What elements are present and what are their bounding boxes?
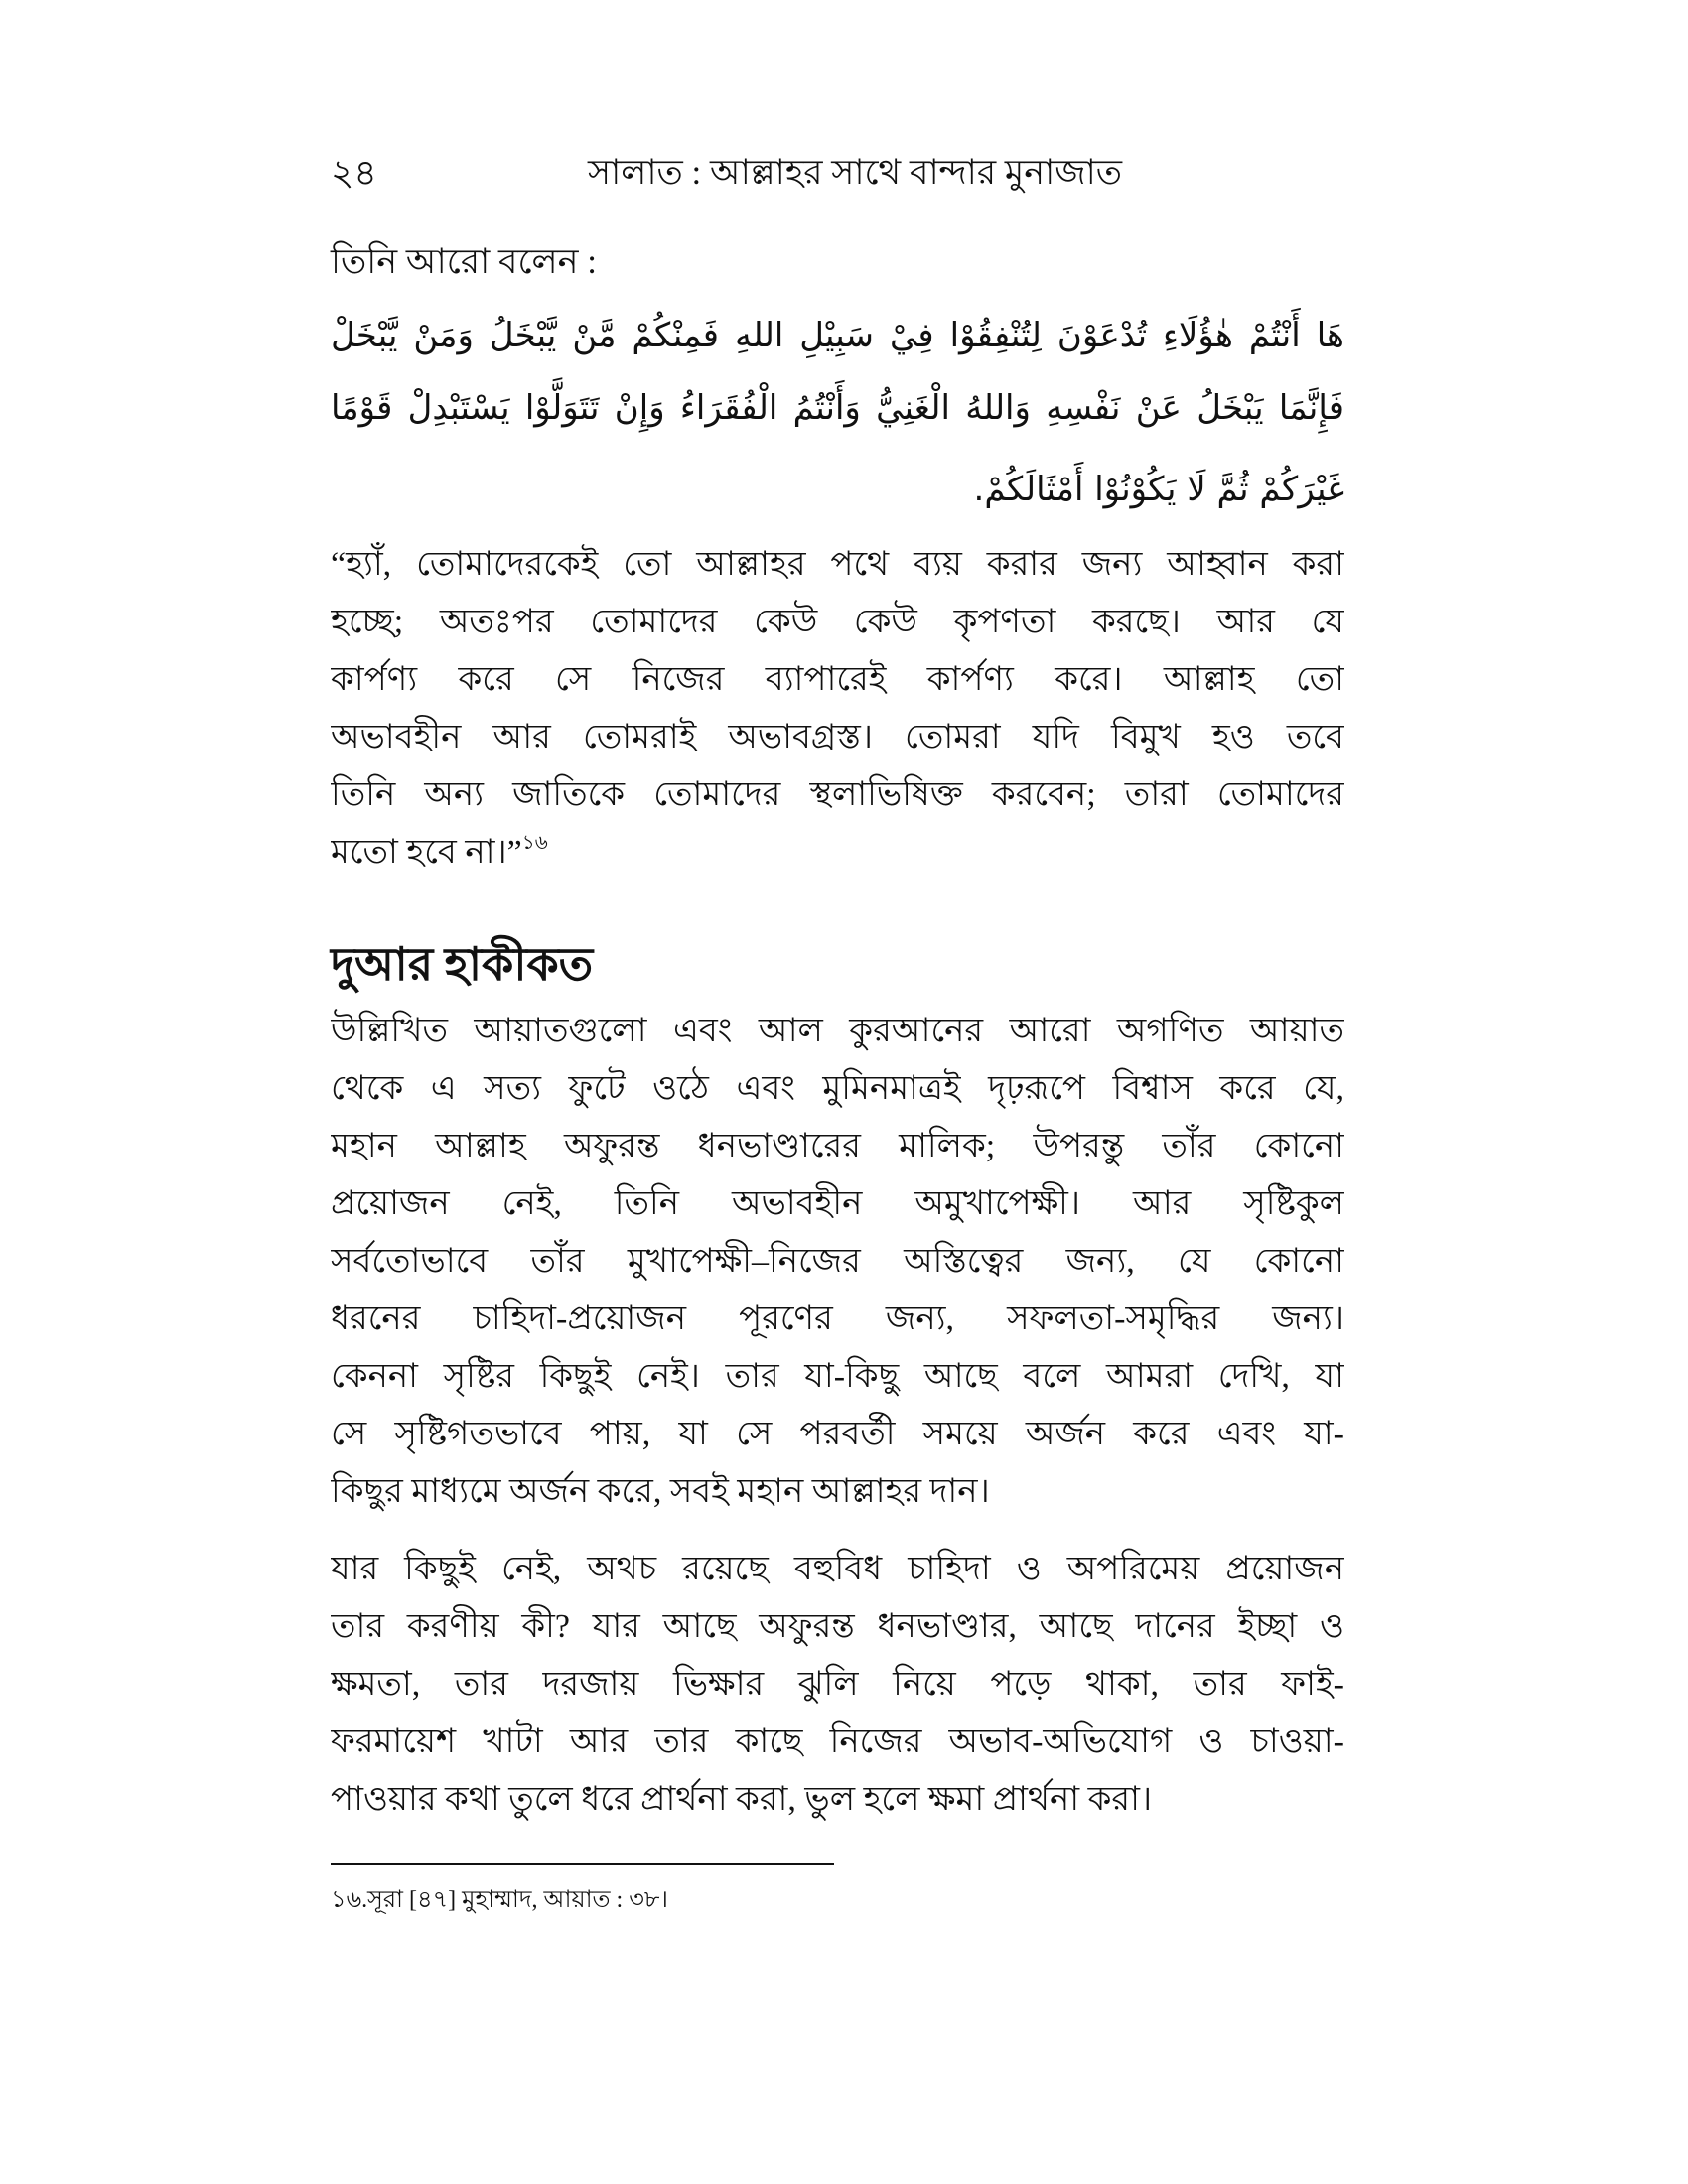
paragraph-line: অভাবহীন আর তোমরাই অভাবগ্রস্ত। তোমরা যদি বিমুখ হও তবে	[331, 719, 1344, 755]
footnote-text: সূরা [৪৭] মুহাম্মাদ, আয়াত : ৩৮।	[367, 1887, 668, 1913]
footnote	[331, 1884, 1344, 1916]
intro-line: তিনি আরো বলেন :	[331, 242, 597, 281]
body-paragraph-2	[331, 1541, 1344, 1829]
paragraph-line: সে সৃষ্টিগতভাবে পায়, যা সে পরবর্তী সময়ে অর্জন করে এবং যা-	[331, 1416, 1344, 1452]
body-paragraph-1	[331, 1003, 1344, 1521]
paragraph-last-line	[331, 824, 1344, 882]
page-number: ২৪	[331, 153, 377, 193]
paragraph-line: “হ্যাঁ, তোমাদেরকেই তো আল্লাহর পথে ব্যয় করার জন্য আহ্বান করা	[331, 546, 1344, 583]
paragraph-line: যার কিছুই নেই, অথচ রয়েছে বহুবিধ চাহিদা ও অপরিমেয় প্রয়োজন	[331, 1551, 1344, 1587]
paragraph-line-text: মতো হবে না।”	[331, 834, 522, 871]
section-heading: দুআর হাকীকত	[331, 939, 594, 990]
paragraph-line: উল্লিখিত আয়াতগুলো এবং আল কুরআনের আরো অগণিত আয়াত	[331, 1013, 1344, 1049]
paragraph-line: মহান আল্লাহ অফুরন্ত ধনভাণ্ডারের মালিক; উপরন্তু তাঁর কোনো	[331, 1128, 1344, 1164]
paragraph-line: ধরনের চাহিদা-প্রয়োজন পূরণের জন্য, সফলতা-সমৃদ্ধির জন্য।	[331, 1300, 1344, 1337]
paragraph-line: ক্ষমতা, তার দরজায় ভিক্ষার ঝুলি নিয়ে পড়ে থাকা, তার ফাই-	[331, 1666, 1344, 1703]
arabic-verse-line: هَا أَنْتُمْ هٰؤُلَاءِ تُدْعَوْنَ لِتُنْفِقُوْا فِيْ سَبِيْلِ اللهِ فَمِنْكُمْ مَّنْ يَّبْخَلُ وَمَنْ يَّبْخَلْ	[331, 316, 1344, 355]
paragraph-line: হচ্ছে; অতঃপর তোমাদের কেউ কেউ কৃপণতা করছে। আর যে	[331, 604, 1344, 640]
paragraph-line: তার করণীয় কী? যার আছে অফুরন্ত ধনভাণ্ডার, আছে দানের ইচ্ছা ও	[331, 1608, 1344, 1645]
arabic-verse-line: فَإِنَّمَا يَبْخَلُ عَنْ نَفْسِهِ وَاللهُ الْغَنِيُّ وَأَنْتُمُ الْفُقَرَاءُ وَإِنْ تَتَوَلَّوْا يَسْتَبْدِلْ قَوْمًا	[331, 388, 1344, 428]
running-header-title: সালাত : আল্লাহর সাথে বান্দার মুনাজাত	[587, 153, 1123, 192]
paragraph-line: কেননা সৃষ্টির কিছুই নেই। তার যা-কিছু আছে বলে আমরা দেখি, যা	[331, 1358, 1344, 1395]
paragraph-line: সর্বতোভাবে তাঁর মুখাপেক্ষী–নিজের অস্তিত্বের জন্য, যে কোনো	[331, 1243, 1344, 1280]
footnote-number: ১৬.	[331, 1887, 368, 1913]
paragraph-line: ফরমায়েশ খাটা আর তার কাছে নিজের অভাব-অভিযোগ ও চাওয়া-	[331, 1723, 1344, 1760]
paragraph-line: থেকে এ সত্য ফুটে ওঠে এবং মুমিনমাত্রই দৃঢ়রূপে বিশ্বাস করে যে,	[331, 1070, 1344, 1107]
footnote-divider	[331, 1863, 834, 1865]
paragraph-line: তিনি অন্য জাতিকে তোমাদের স্থলাভিষিক্ত করবেন; তারা তোমাদের	[331, 776, 1344, 813]
paragraph-last-line: কিছুর মাধ্যমে অর্জন করে, সবই মহান আল্লাহর দান।	[331, 1473, 990, 1510]
paragraph-line: কার্পণ্য করে সে নিজের ব্যাপারেই কার্পণ্য করে। আল্লাহ তো	[331, 661, 1344, 698]
footnote-reference: ১৬	[521, 832, 548, 854]
verse-translation-paragraph	[331, 536, 1344, 882]
paragraph-last-line: পাওয়ার কথা তুলে ধরে প্রার্থনা করা, ভুল হলে ক্ষমা প্রার্থনা করা।	[331, 1781, 1153, 1818]
arabic-verse-line: غَيْرَكُمْ ثُمَّ لَا يَكُوْنُوْا أَمْثَالَكُمْ.	[973, 470, 1344, 509]
paragraph-line: প্রয়োজন নেই, তিনি অভাবহীন অমুখাপেক্ষী। আর সৃষ্টিকুল	[331, 1185, 1344, 1222]
